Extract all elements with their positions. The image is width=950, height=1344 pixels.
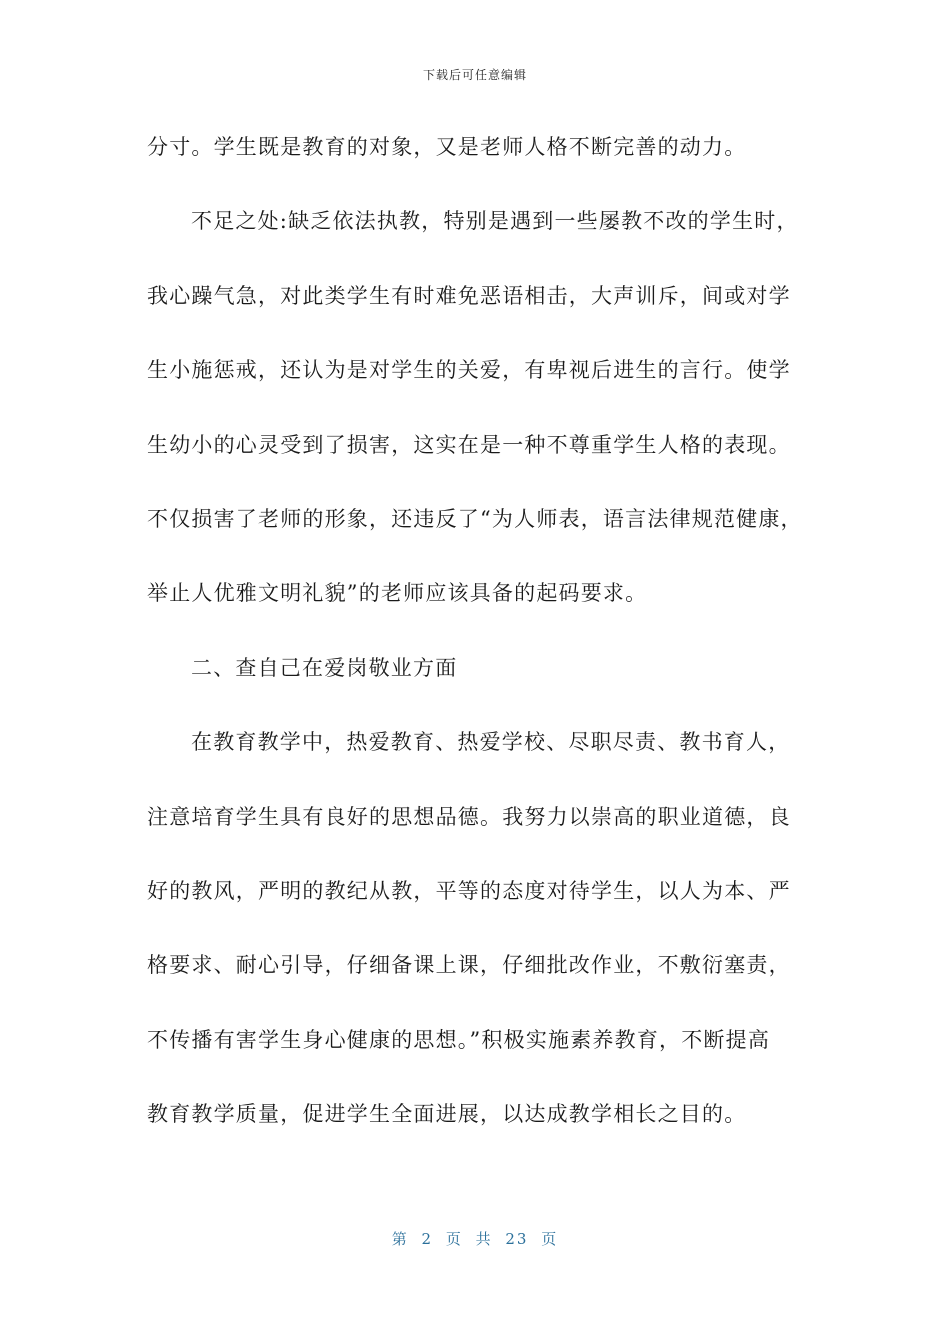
text-line: 我心躁气急，对此类学生有时难免恶语相击，大声训斥，间或对学 xyxy=(147,283,791,308)
text-line: 举止人优雅文明礼貌”的老师应该具备的起码要求。 xyxy=(147,581,648,606)
text-line: 生小施惩戒，还认为是对学生的关爱，有卑视后进生的言行。使学 xyxy=(147,358,791,383)
section-heading: 二、查自己在爱岗敬业方面 xyxy=(191,655,458,680)
text-line: 不传播有害学生身心健康的思想。”积极实施素养教育，不断提高 xyxy=(147,1027,771,1052)
text-line: 好的教风，严明的教纪从教，平等的态度对待学生，以人为本、严 xyxy=(147,878,791,903)
text-line: 在教育教学中，热爱教育、热爱学校、尽职尽责、教书育人， xyxy=(191,730,791,755)
text-line: 教育教学质量，促进学生全面进展，以达成教学相长之目的。 xyxy=(147,1102,747,1127)
page-number: 第 2 页 共 23 页 xyxy=(391,1230,559,1248)
text-line: 不足之处:缺乏依法执教，特别是遇到一些屡教不改的学生时， xyxy=(191,209,799,234)
text-line: 注意培育学生具有良好的思想品德。我努力以崇高的职业道德，良 xyxy=(147,804,791,829)
text-line: 生幼小的心灵受到了损害，这实在是一种不尊重学生人格的表现。 xyxy=(147,432,791,457)
document-body xyxy=(147,120,807,1161)
text-line: 格要求、耐心引导，仔细备课上课，仔细批改作业，不敷衍塞责， xyxy=(147,953,791,978)
page-header-note: 下载后可任意编辑 xyxy=(422,68,527,82)
text-line: 不仅损害了老师的形象，还违反了“为人师表，语言法律规范健康， xyxy=(147,506,803,531)
text-line: 分寸。学生既是教育的对象，又是老师人格不断完善的动力。 xyxy=(147,135,747,159)
